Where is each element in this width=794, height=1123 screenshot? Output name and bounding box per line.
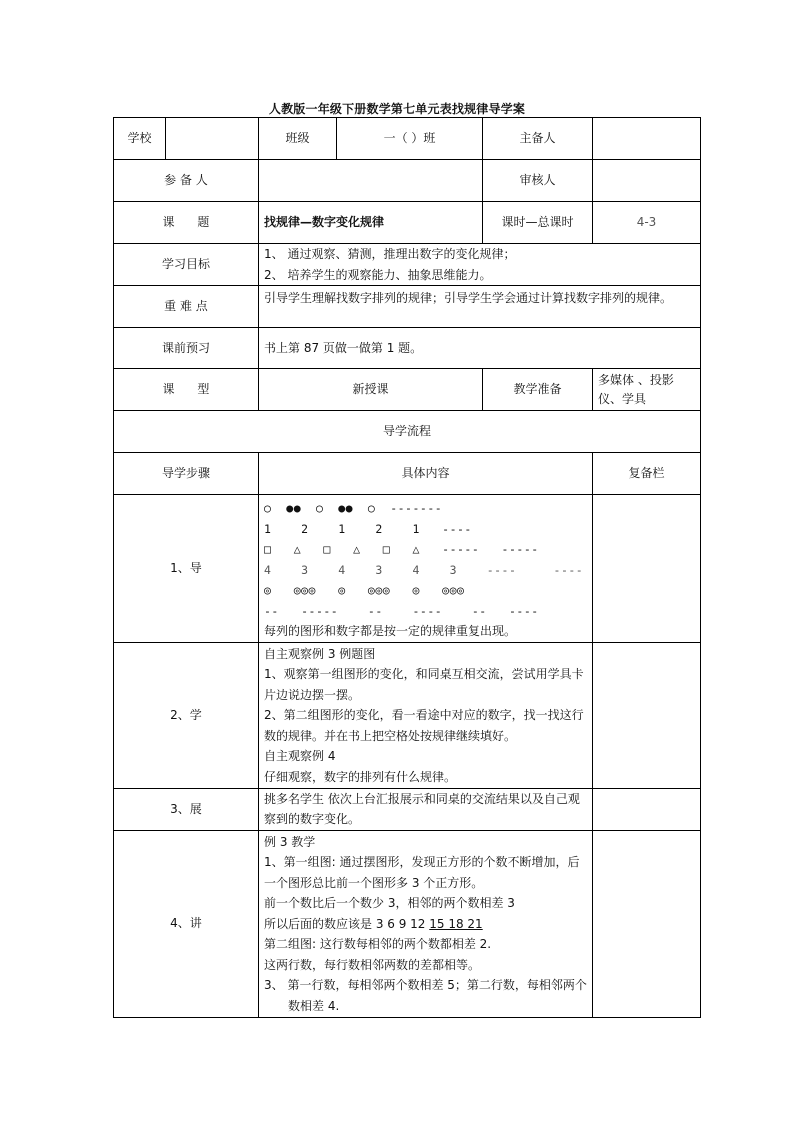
column-header-step: 导学步骤 [114, 453, 259, 495]
content-line: 1、第一组图: 通过摆图形，发现正方形的个数不断增加，后一个图形总比前一个图形多 3 个正方形。 [264, 855, 580, 890]
pattern-line: ◎ ◎◎◎ ◎ ◎◎◎ ◎ ◎◎◎ [264, 583, 465, 597]
step-row-show [114, 788, 701, 830]
step-content [259, 642, 593, 788]
lesson-type-row [114, 369, 701, 411]
content-line: 自主观察例 3 例题图 [264, 646, 376, 661]
objectives-content [259, 244, 701, 286]
reviewer-label: 审核人 [483, 160, 593, 202]
reviewer-value[interactable] [593, 160, 701, 202]
pattern-line: -- ----- -- ---- -- ---- [264, 603, 539, 618]
key-points-text: 引导学生理解找数字排列的规律；引导学生学会通过计算找数字排列的规律。 [259, 286, 701, 328]
class-value[interactable]: 一（ ）班 [337, 118, 483, 160]
pattern-summary: 每列的图形和数字都是按一定的规律重复出现。 [264, 624, 517, 638]
prep-label: 教学准备 [483, 369, 593, 411]
step-content [259, 495, 593, 643]
content-line: 3、 第一行数，每相邻两个数相差 5；第二行数，每相邻两个 [264, 978, 587, 992]
content-line: 仔细观察，数字的排列有什么规律。 [264, 769, 457, 784]
content-line: 数相差 4. [288, 998, 340, 1013]
content-line: 例 3 教学 [264, 834, 316, 849]
header-row-participants [114, 160, 701, 202]
column-header-content: 具体内容 [259, 453, 593, 495]
pattern-line: □ △ □ △ □ △ ----- ----- [264, 542, 539, 556]
step-label: 4、讲 [114, 830, 259, 1017]
content-line: 这两行数，每行数相邻两数的差都相等。 [264, 957, 481, 972]
preview-row [114, 328, 701, 369]
key-points-label: 重 难 点 [114, 286, 259, 328]
step-row-explain [114, 830, 701, 1017]
lesson-plan-table [113, 117, 701, 1018]
sequence-prefix: 所以后面的数应该是 3 6 9 12 [264, 916, 430, 931]
objectives-row [114, 244, 701, 286]
flow-title: 导学流程 [114, 411, 701, 453]
step-notes[interactable] [593, 830, 701, 1017]
objectives-label: 学习目标 [114, 244, 259, 286]
pattern-line: 4 3 4 3 4 3 ---- ---- [264, 562, 584, 577]
class-label: 班级 [259, 118, 337, 160]
content-line: 2、第二组图形的变化，看一看途中对应的数字，找一找这行数的规律。并在书上把空格处按规律继续填好。 [264, 708, 584, 743]
column-header-row [114, 453, 701, 495]
step-label: 1、导 [114, 495, 259, 643]
preparer-label: 主备人 [483, 118, 593, 160]
step-notes[interactable] [593, 788, 701, 830]
objective-item: 2、 培养学生的观察能力、抽象思维能力。 [264, 267, 492, 282]
content-line: 前一个数比后一个数少 3，相邻的两个数相差 3 [264, 896, 515, 910]
topic-value: 找规律—数字变化规律 [259, 202, 483, 244]
column-header-notes: 复备栏 [593, 453, 701, 495]
pattern-line: ○ ●● ○ ●● ○ ------- [264, 501, 443, 515]
participants-label: 参 备 人 [114, 160, 259, 202]
period-label: 课时—总课时 [483, 202, 593, 244]
header-row-school [114, 118, 701, 160]
step-content [259, 830, 593, 1017]
school-value[interactable] [166, 118, 259, 160]
page-title: 人教版一年级下册数学第七单元表找规律导学案 [268, 102, 526, 116]
step-row-guide [114, 495, 701, 643]
school-label: 学校 [114, 118, 166, 160]
step-notes[interactable] [593, 642, 701, 788]
step-notes[interactable] [593, 495, 701, 643]
lesson-type-value: 新授课 [259, 369, 483, 411]
preparer-value[interactable] [593, 118, 701, 160]
header-row-topic [114, 202, 701, 244]
topic-label: 课 题 [114, 202, 259, 244]
step-row-learn [114, 642, 701, 788]
period-value: 4-3 [593, 202, 701, 244]
sequence-line [264, 914, 587, 935]
flow-title-row [114, 411, 701, 453]
lesson-type-label: 课 型 [114, 369, 259, 411]
participants-value[interactable] [259, 160, 483, 202]
objective-item: 1、 通过观察、猜测，推理出数字的变化规律； [264, 247, 516, 261]
key-points-row [114, 286, 701, 328]
content-line: 自主观察例 4 [264, 749, 336, 763]
sequence-answer: 15 18 21 [429, 916, 483, 931]
content-line: 挑多名学生 依次上台汇报展示和同桌的交流结果以及自己观察到的数字变化。 [264, 791, 580, 826]
step-content [259, 788, 593, 830]
content-line: 第二组图: 这行数每相邻的两个数都相差 2. [264, 937, 492, 951]
preview-label: 课前预习 [114, 328, 259, 369]
content-line: 1、观察第一组图形的变化，和同桌互相交流，尝试用学具卡片边说边摆一摆。 [264, 667, 584, 702]
step-label: 3、展 [114, 788, 259, 830]
pattern-line: 1 2 1 2 1 ---- [264, 521, 472, 536]
preview-text: 书上第 87 页做一做第 1 题。 [259, 328, 701, 369]
step-label: 2、学 [114, 642, 259, 788]
prep-value: 多媒体 、投影仪、学具 [593, 369, 701, 411]
